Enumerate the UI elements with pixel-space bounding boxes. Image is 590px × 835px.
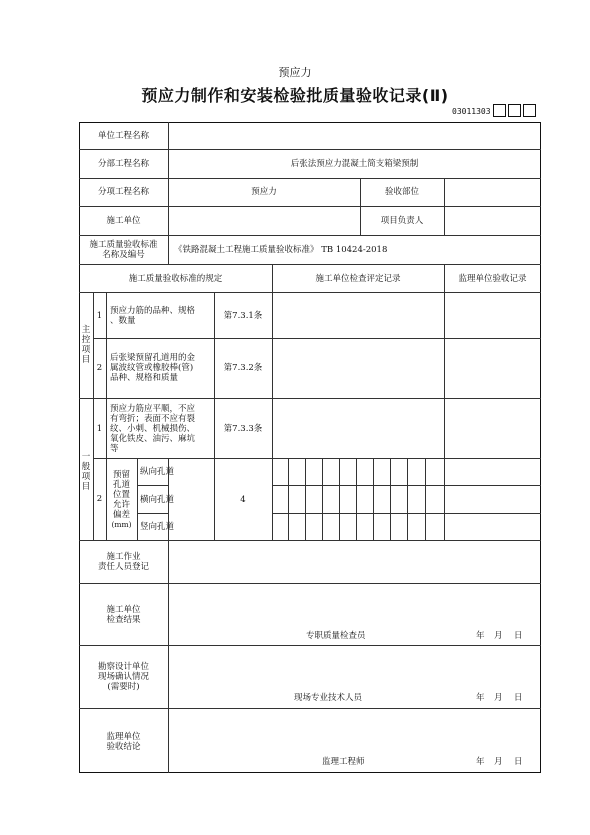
grid-col [390,458,391,540]
design-confirm-label: 勘察设计单位 现场确认情况 (需要时) [97,662,149,692]
date-day: 日 [514,757,523,767]
project-manager-label: 项目负责人 [380,216,424,226]
grid-col [288,458,289,540]
date-day: 日 [514,631,523,641]
general-label: 一 般 项 目 [81,452,91,492]
duct-row-transverse: 横向孔道 [140,495,175,505]
division-label: 分部工程名称 [97,159,149,169]
col-header-standard: 施工质量验收标准的规定 [128,274,223,284]
design-confirm-field[interactable] [170,647,539,687]
subdivision-label: 分项工程名称 [97,187,149,197]
main-item-1-text: 预应力筋的品种、规格 、数量 [110,306,196,326]
general-item-1-inspection-cell[interactable] [274,400,442,456]
row-divider [137,485,168,486]
main-item-1-inspection-cell[interactable] [274,294,442,336]
preset-duct-tolerance-label: 预留 孔道 位置 允许 偏差 (mm) [111,470,132,529]
worker-registry-field[interactable] [170,542,539,581]
acceptance-part-label: 验收部位 [384,187,419,197]
col-divider [137,458,138,540]
construction-check-label: 施工单位 检查结果 [106,605,141,625]
form-title: 预应力制作和安装检验批质量验收记录(Ⅱ) [141,86,449,105]
date-month: 月 [494,757,503,767]
standard-value: 《铁路混凝土工程施工质量验收标准》 TB 10424-2018 [174,245,388,255]
standard-label: 施工质量验收标准 名称及编号 [89,240,158,260]
col-divider [272,264,273,540]
row-divider [79,540,541,541]
row-divider [79,292,541,293]
general-item-1-text: 预应力筋应平顺，不应 有弯折；表面不应有裂 纹、小刺、机械损伤、 氧化铁皮、油污、麻坑 等 [110,404,196,454]
construction-check-field[interactable] [170,585,539,625]
code-box-3[interactable] [523,104,536,117]
row-divider [79,708,541,709]
grid-col [322,458,323,540]
supervision-conclusion-field[interactable] [170,710,539,750]
col-header-inspection: 施工单位检查评定记录 [315,274,401,284]
grid-col [356,458,357,540]
duct-row-vertical: 竖向孔道 [140,522,175,532]
date-year: 年 [476,757,485,767]
row-divider [79,645,541,646]
row-divider [79,235,541,236]
main-item-1-no: 1 [96,311,103,321]
general-item-2-no: 2 [96,494,103,504]
main-item-2-clause: 第7.3.2条 [223,363,263,373]
grid-col [339,458,340,540]
date-year: 年 [476,631,485,641]
col-header-supervision: 监理单位验收记录 [458,274,527,284]
supervision-conclusion-label: 监理单位 验收结论 [106,732,141,752]
main-control-label: 主 控 项 目 [81,325,91,365]
date-year: 年 [476,693,485,703]
form-subtitle: 预应力 [278,66,312,79]
worker-registry-label: 施工作业 责任人员登记 [97,552,149,572]
tech-sign-label: 现场专业技术人员 [294,693,363,703]
duct-row-longitudinal: 纵向孔道 [140,467,175,477]
main-item-2-inspection-cell[interactable] [274,340,442,396]
general-item-1-supervision-cell[interactable] [446,400,539,456]
code-box-2[interactable] [508,104,521,117]
grid-col [407,458,408,540]
division-field[interactable]: 后张法预应力混凝土简支箱梁预制 [290,159,419,169]
engineer-sign-label: 监理工程师 [322,757,365,767]
construction-unit-label: 施工单位 [106,216,141,226]
general-item-2-supervision-cell[interactable] [446,460,539,538]
unit-project-label: 单位工程名称 [97,131,149,141]
main-item-2-text: 后张梁预留孔道用的金 属波纹管或橡胶棒(管) 品种、规格和质量 [110,353,196,383]
main-item-1-clause: 第7.3.1条 [223,311,263,321]
date-month: 月 [494,693,503,703]
row-divider [79,398,541,399]
date-day: 日 [514,693,523,703]
main-item-2-supervision-cell[interactable] [446,340,539,396]
row-divider [79,583,541,584]
col-divider [444,178,445,235]
inspector-sign-label: 专职质量检查员 [306,631,366,641]
duct-tolerance-value: 4 [240,495,246,505]
row-divider [79,264,541,265]
grid-col [305,458,306,540]
row-divider [79,206,541,207]
main-item-2-no: 2 [96,363,103,373]
col-divider [444,264,445,540]
form-code: 03011303 [452,107,491,116]
row-divider [79,178,541,179]
row-divider [137,513,168,514]
row-divider [79,149,541,150]
subdivision-field[interactable]: 预应力 [251,187,277,197]
col-divider [168,540,169,773]
grid-col [373,458,374,540]
code-box-1[interactable] [493,104,506,117]
row-divider [93,458,541,459]
date-month: 月 [494,631,503,641]
general-item-1-no: 1 [96,424,103,434]
grid-col [425,458,426,540]
general-item-1-clause: 第7.3.3条 [223,424,263,434]
main-item-1-supervision-cell[interactable] [446,294,539,336]
row-divider [93,338,541,339]
